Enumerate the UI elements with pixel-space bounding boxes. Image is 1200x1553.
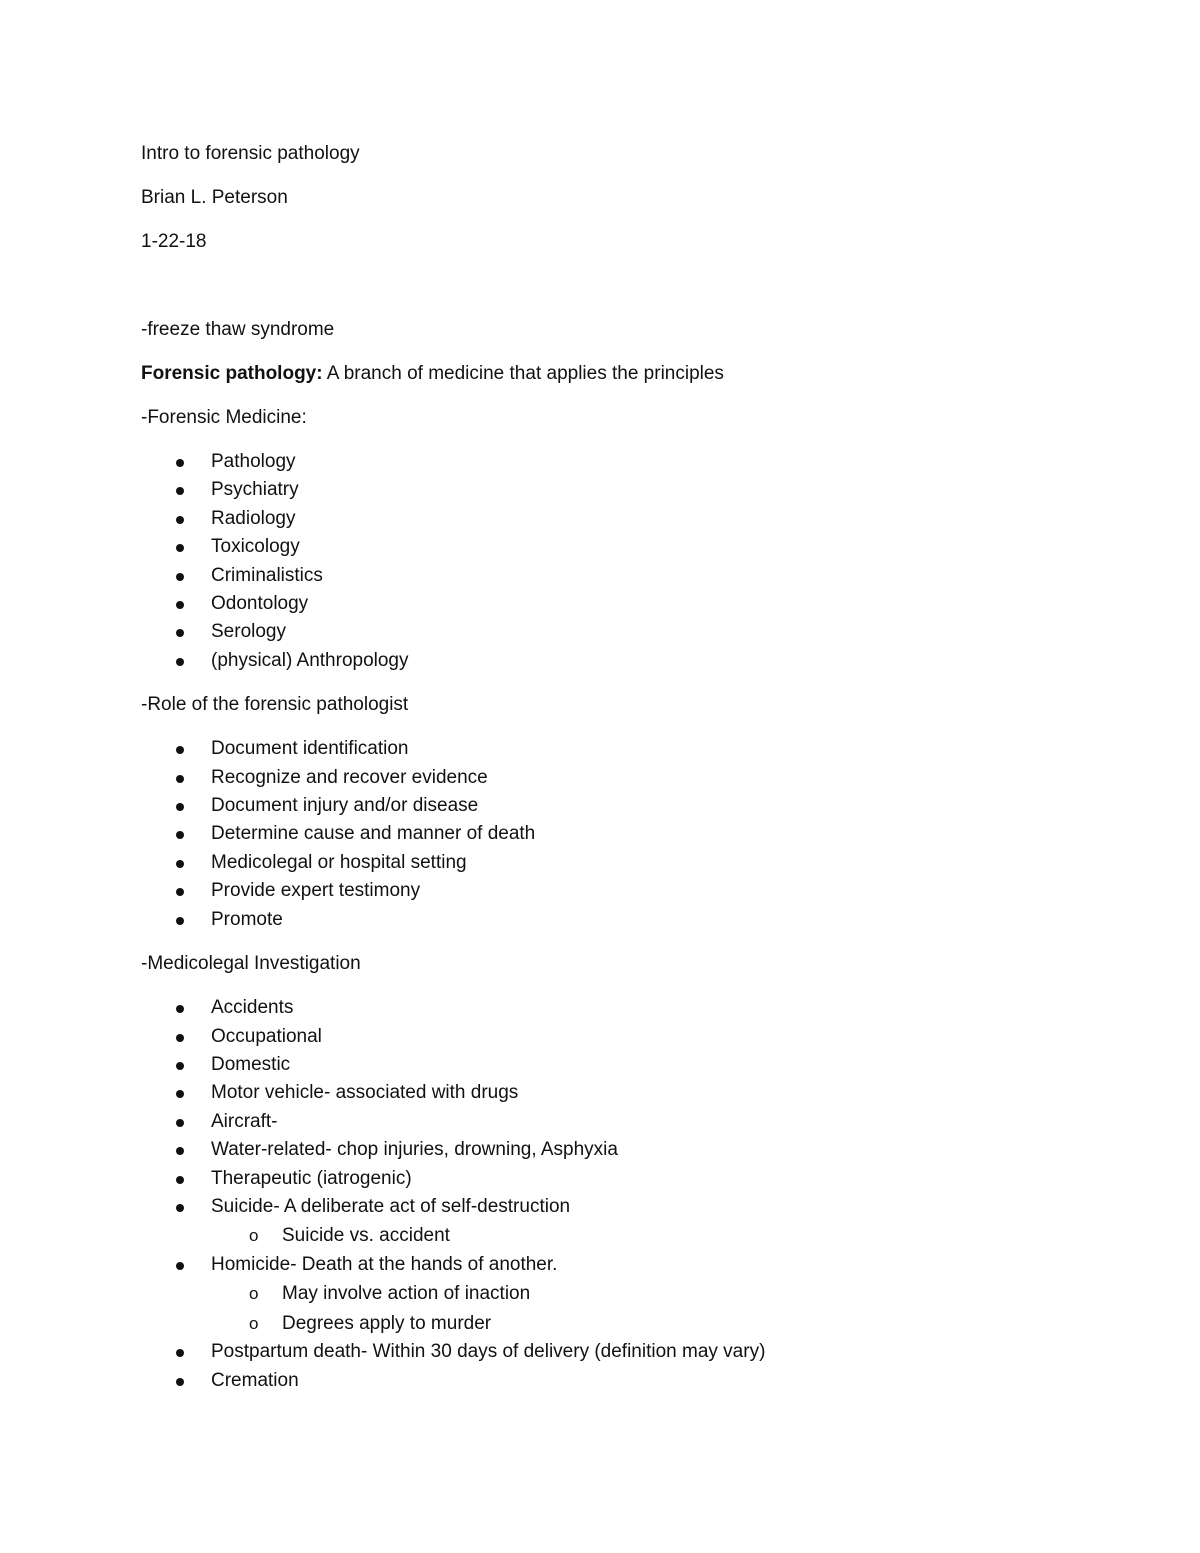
note-freeze-thaw: -freeze thaw syndrome [141, 319, 335, 340]
sub-list-item: o Suicide vs. accident [211, 1221, 1101, 1251]
list-item: Document identification [141, 735, 1101, 763]
blank-line [141, 272, 1101, 316]
list-item-homicide [141, 1251, 1101, 1338]
list-item: Therapeutic (iatrogenic) [141, 1165, 1101, 1193]
list-item: Document injury and/or disease [141, 792, 1101, 820]
list-item: Aircraft- [141, 1108, 1101, 1136]
list-item: Motor vehicle- associated with drugs [141, 1079, 1101, 1107]
list-item: Medicolegal or hospital setting [141, 849, 1101, 877]
list-item: Criminalistics [141, 562, 1101, 590]
list-item: Determine cause and manner of death [141, 820, 1101, 848]
suicide-sublist [211, 1221, 1101, 1251]
document-date: 1-22-18 [141, 231, 207, 252]
list-item: Promote [141, 906, 1101, 934]
role-list [141, 735, 1101, 934]
section-heading-role: -Role of the forensic pathologist [141, 694, 409, 716]
list-item: Odontology [141, 590, 1101, 618]
list-item: Water-related- chop injuries, drowning, Asphyxia [141, 1136, 1101, 1164]
list-item: Psychiatry [141, 476, 1101, 504]
list-item: Recognize and recover evidence [141, 764, 1101, 792]
investigation-list [141, 994, 1101, 1395]
definition-term: Forensic pathology: [141, 363, 323, 384]
list-item: Pathology [141, 448, 1101, 476]
list-item: Occupational [141, 1023, 1101, 1051]
list-item: Postpartum death- Within 30 days of delivery (definition may vary) [141, 1338, 1101, 1366]
homicide-sublist [211, 1279, 1101, 1338]
list-item: Provide expert testimony [141, 877, 1101, 905]
document-title: Intro to forensic pathology [141, 143, 360, 164]
list-item-label: Suicide- A deliberate act of self-destruction [211, 1195, 571, 1217]
list-item: Toxicology [141, 533, 1101, 561]
definition-paragraph [141, 360, 1101, 388]
list-item-label: Homicide- Death at the hands of another. [211, 1253, 558, 1275]
document-author: Brian L. Peterson [141, 187, 288, 208]
document-body [141, 140, 1101, 1411]
list-item: Radiology [141, 505, 1101, 533]
list-item: (physical) Anthropology [141, 647, 1101, 675]
definition-text: A branch of medicine that applies the principles [322, 363, 724, 384]
list-item: Serology [141, 618, 1101, 646]
sub-list-item: o May involve action of inaction [211, 1279, 1101, 1309]
section-heading-forensic-medicine: -Forensic Medicine: [141, 407, 307, 428]
section-heading-investigation: -Medicolegal Investigation [141, 953, 361, 975]
list-item: Cremation [141, 1367, 1101, 1395]
sub-list-item: o Degrees apply to murder [211, 1309, 1101, 1339]
list-item: Accidents [141, 994, 1101, 1022]
list-item: Domestic [141, 1051, 1101, 1079]
list-item-suicide [141, 1193, 1101, 1251]
forensic-medicine-list [141, 448, 1101, 675]
